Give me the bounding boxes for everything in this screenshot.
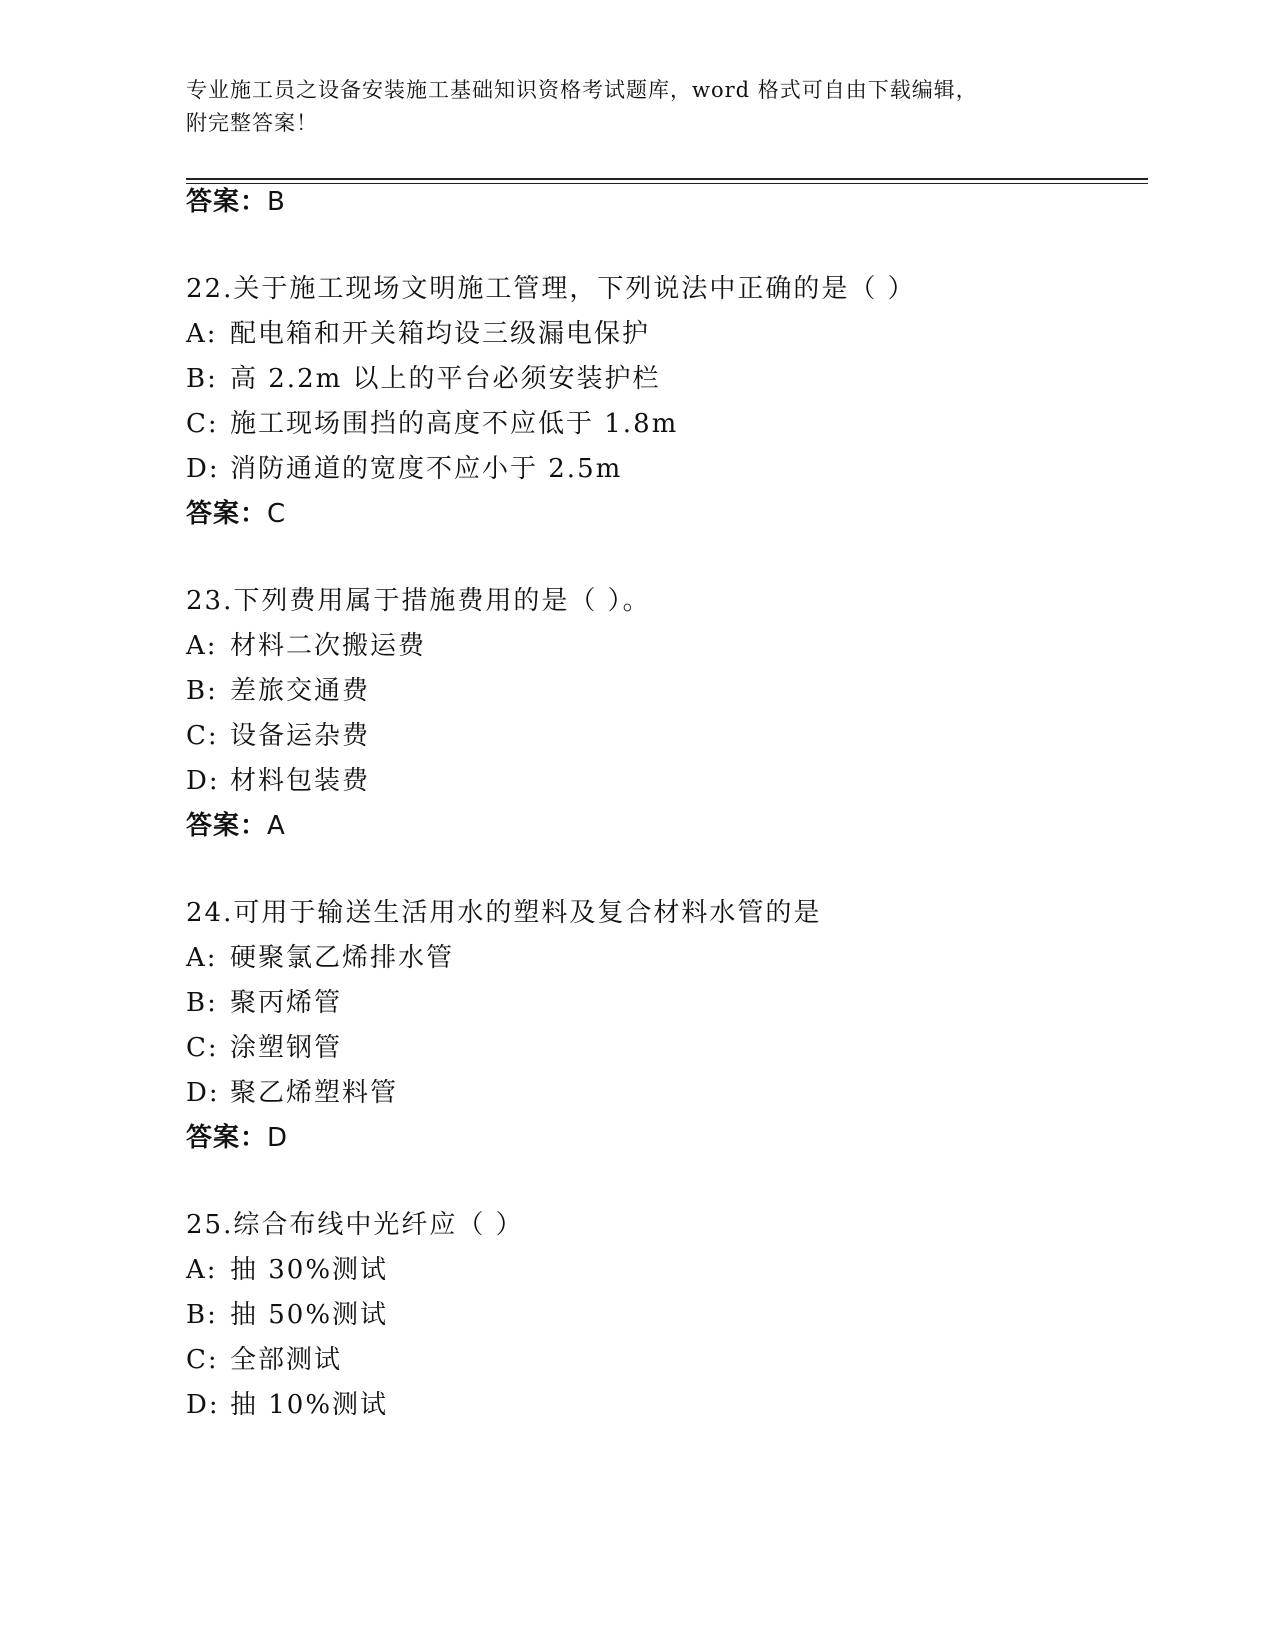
option-d bbox=[186, 764, 1146, 809]
answer-label: 答案： bbox=[186, 187, 268, 217]
option-letter: B: bbox=[186, 364, 218, 394]
answer-value: B bbox=[267, 187, 286, 217]
question-24 bbox=[186, 896, 1146, 1121]
option-text: 设备运杂费 bbox=[230, 721, 371, 751]
option-letter: D: bbox=[186, 1078, 220, 1108]
option-letter: B: bbox=[186, 988, 218, 1018]
option-a bbox=[186, 629, 1146, 674]
question-stem: 22.关于施工现场文明施工管理，下列说法中正确的是（ ） bbox=[186, 274, 916, 304]
option-letter: C: bbox=[186, 409, 219, 439]
option-c bbox=[186, 1031, 1146, 1076]
answer-value: C bbox=[267, 499, 287, 529]
option-text: 配电箱和开关箱均设三级漏电保护 bbox=[230, 319, 651, 349]
option-d bbox=[186, 1076, 1146, 1121]
option-text: 抽 10%测试 bbox=[230, 1390, 389, 1420]
option-text: 高 2.2m 以上的平台必须安装护栏 bbox=[230, 364, 661, 394]
option-letter: A: bbox=[186, 631, 218, 661]
question-stem: 25.综合布线中光纤应（ ） bbox=[186, 1210, 524, 1240]
header-divider-thick bbox=[186, 178, 1148, 180]
question-stem: 24.可用于输送生活用水的塑料及复合材料水管的是 bbox=[186, 898, 822, 928]
answer-value: D bbox=[267, 1123, 289, 1153]
option-letter: A: bbox=[186, 319, 218, 349]
answer-line bbox=[186, 497, 286, 531]
option-letter: C: bbox=[186, 721, 219, 751]
option-text: 消防通道的宽度不应小于 2.5m bbox=[230, 454, 623, 484]
answer-value: A bbox=[267, 811, 286, 841]
header-line-2: 附完整答案！ bbox=[186, 111, 318, 135]
option-d bbox=[186, 452, 1146, 497]
option-a bbox=[186, 1253, 1146, 1298]
header-line-1: 专业施工员之设备安装施工基础知识资格考试题库，word 格式可自由下载编辑， bbox=[186, 78, 978, 102]
option-letter: C: bbox=[186, 1033, 219, 1063]
option-c bbox=[186, 407, 1146, 452]
option-letter: D: bbox=[186, 1390, 220, 1420]
answer-label: 答案： bbox=[186, 499, 268, 529]
option-letter: A: bbox=[186, 1255, 218, 1285]
option-text: 涂塑钢管 bbox=[230, 1033, 343, 1063]
option-c bbox=[186, 719, 1146, 764]
option-b bbox=[186, 362, 1146, 407]
option-letter: B: bbox=[186, 676, 218, 706]
question-22 bbox=[186, 272, 1146, 497]
option-text: 硬聚氯乙烯排水管 bbox=[230, 943, 455, 973]
option-a bbox=[186, 317, 1146, 362]
answer-line bbox=[186, 1121, 288, 1155]
answer-label: 答案： bbox=[186, 1123, 268, 1153]
option-text: 抽 30%测试 bbox=[230, 1255, 389, 1285]
question-stem: 23.下列费用属于措施费用的是（ ）。 bbox=[186, 586, 651, 616]
answer-line bbox=[186, 185, 286, 219]
option-letter: C: bbox=[186, 1345, 219, 1375]
option-text: 全部测试 bbox=[230, 1345, 343, 1375]
option-c bbox=[186, 1343, 1146, 1388]
option-text: 材料二次搬运费 bbox=[230, 631, 427, 661]
option-text: 抽 50%测试 bbox=[230, 1300, 389, 1330]
option-d bbox=[186, 1388, 1146, 1433]
option-a bbox=[186, 941, 1146, 986]
option-b bbox=[186, 986, 1146, 1031]
option-text: 施工现场围挡的高度不应低于 1.8m bbox=[230, 409, 679, 439]
header-divider-thin bbox=[186, 183, 1148, 184]
option-text: 聚乙烯塑料管 bbox=[230, 1078, 399, 1108]
answer-line bbox=[186, 809, 286, 843]
question-25 bbox=[186, 1208, 1146, 1433]
option-b bbox=[186, 1298, 1146, 1343]
option-text: 差旅交通费 bbox=[230, 676, 371, 706]
option-letter: B: bbox=[186, 1300, 218, 1330]
option-text: 聚丙烯管 bbox=[230, 988, 343, 1018]
answer-label: 答案： bbox=[186, 811, 268, 841]
question-23 bbox=[186, 584, 1146, 809]
option-letter: D: bbox=[186, 766, 220, 796]
option-b bbox=[186, 674, 1146, 719]
option-letter: D: bbox=[186, 454, 220, 484]
option-letter: A: bbox=[186, 943, 218, 973]
document-header bbox=[186, 74, 1086, 140]
option-text: 材料包装费 bbox=[230, 766, 371, 796]
